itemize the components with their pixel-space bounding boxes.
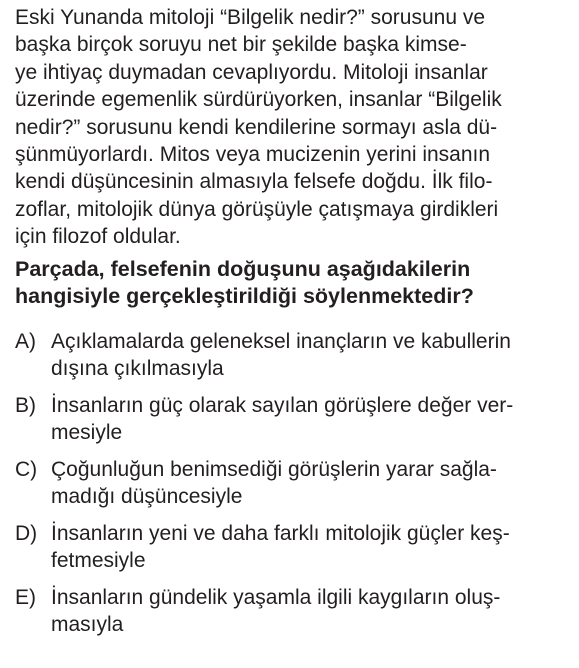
option-letter: E) (15, 585, 36, 609)
passage-line: üzerinde egemenlik sürdürüyorken, insanlar “Bilgelik (15, 88, 502, 112)
answer-options (15, 328, 569, 638)
passage-line: kendi düşüncesinin almasıyla felsefe doğdu. İlk filo- (15, 170, 493, 194)
reading-passage (15, 4, 569, 251)
option-line: İnsanların gündelik yaşamla ilgili kaygıların oluş- (51, 585, 501, 609)
option-c[interactable] (15, 456, 569, 510)
option-line: masıyla (51, 612, 124, 636)
option-line: Açıklamalarda geleneksel inançların ve kabullerin (51, 329, 511, 353)
option-line: İnsanların güç olarak sayılan görüşlere değer ver- (51, 393, 514, 417)
option-d[interactable] (15, 520, 569, 574)
option-line: İnsanların yeni ve daha farklı mitolojik güçler keş- (51, 521, 510, 545)
question-line: hangisiyle gerçekleştirildiği söylenmektedir? (15, 283, 474, 308)
option-a[interactable] (15, 328, 569, 382)
passage-line: şünmüyorlardı. Mitos veya mucizenin yerini insanın (15, 143, 491, 167)
passage-line: Eski Yunanda mitoloji “Bilgelik nedir?” sorusunu ve (15, 6, 486, 29)
passage-line: ye ihtiyaç duymadan cevaplıyordu. Mitoloji insanlar (15, 60, 488, 84)
option-letter: C) (15, 457, 38, 481)
option-letter: B) (15, 393, 36, 417)
passage-line: zoflar, mitolojik dünya görüşüyle çatışmaya girdikleri (15, 197, 499, 221)
option-b[interactable] (15, 392, 569, 446)
option-e[interactable] (15, 584, 569, 638)
option-letter: A) (15, 329, 36, 353)
option-letter: D) (15, 521, 38, 545)
option-line: Çoğunluğun benimsediği görüşlerin yarar sağla- (51, 457, 497, 481)
passage-line: başka birçok soruyu net bir şekilde başka kimse- (15, 33, 467, 57)
option-line: madığı düşüncesiyle (51, 484, 243, 508)
option-line: dışına çıkılmasıyla (51, 356, 224, 380)
option-text (51, 328, 511, 382)
question-stem (15, 256, 569, 310)
option-line: mesiyle (51, 420, 123, 444)
option-line: fetmesiyle (51, 548, 146, 572)
option-text (51, 392, 513, 446)
option-text (51, 520, 510, 574)
option-text (51, 456, 497, 510)
passage-line: için filozof oldular. (15, 225, 181, 249)
passage-line: nedir?” sorusunu kendi kendilerine sormayı asla dü- (15, 115, 498, 139)
option-text (51, 584, 500, 638)
question-line: Parçada, felsefenin doğuşunu aşağıdakilerin (15, 256, 471, 281)
